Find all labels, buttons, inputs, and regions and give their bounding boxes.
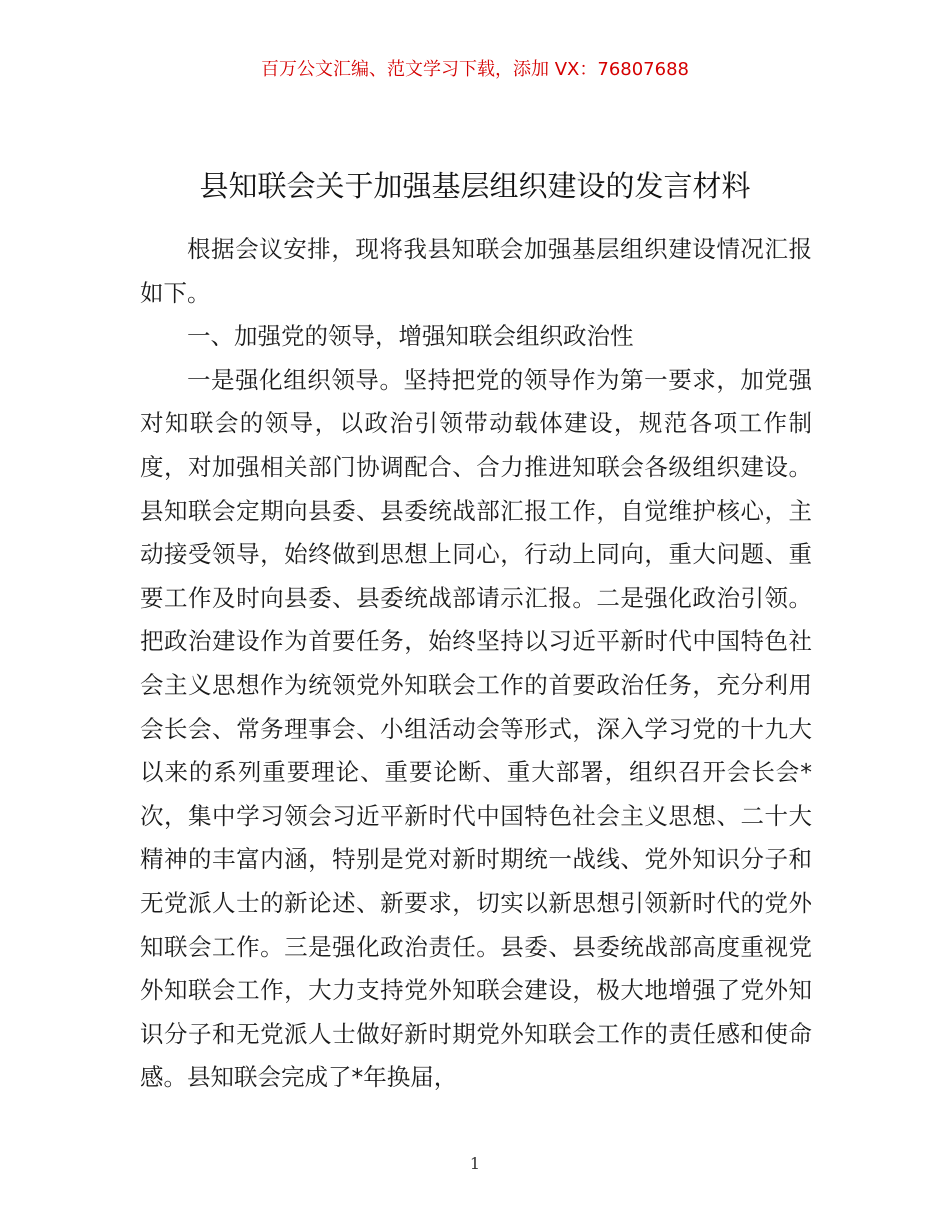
document-body [140, 228, 812, 1100]
document-title: 县知联会关于加强基层组织建设的发言材料 [199, 169, 751, 203]
intro-paragraph: 根据会议安排，现将我县知联会加强基层组织建设情况汇报如下。 [140, 235, 812, 307]
section-heading: 一、加强党的领导，增强知联会组织政治性 [187, 322, 634, 351]
body-paragraph: 一是强化组织领导。坚持把党的领导作为第一要求，加党强对知联会的领导，以政治引领带动载体建设，规范各项工作制度，对加强相关部门协调配合、合力推进知联会各级组织建设。县知联会定期向县委、县委统战部汇报工作，自觉维护核心，主动接受领导，始终做到思想上同心，行动上同向，重大问题、重要工作及时向县委、县委统战部请示汇报。二是强化政治引领。把政治建设作为首要任务，始终坚持以习近平新时代中国特色社会主义思想作为统领党外知联会工作的首要政治任务，充分利用会长会、常务理事会、小组活动会等形式，深入学习党的十九大以来的系列重要理论、重要论断、重大部署，组织召开会长会*次，集中学习领会习近平新时代中国特色社会主义思想、二十大精神的丰富内涵，特别是党对新时期统一战线、党外知识分子和无党派人士的新论述、新要求，切实以新思想引领新时代的党外知联会工作。三是强化政治责任。县委、县委统战部高度重视党外知联会工作，大力支持党外知联会建设，极大地增强了党外知识分子和无党派人士做好新时期党外知联会工作的责任感和使命感。县知联会完成了*年换届， [140, 365, 812, 1092]
header-watermark-note: 百万公文汇编、范文学习下载，添加 VX：76807688 [261, 59, 689, 80]
page-number: 1 [469, 1154, 481, 1173]
